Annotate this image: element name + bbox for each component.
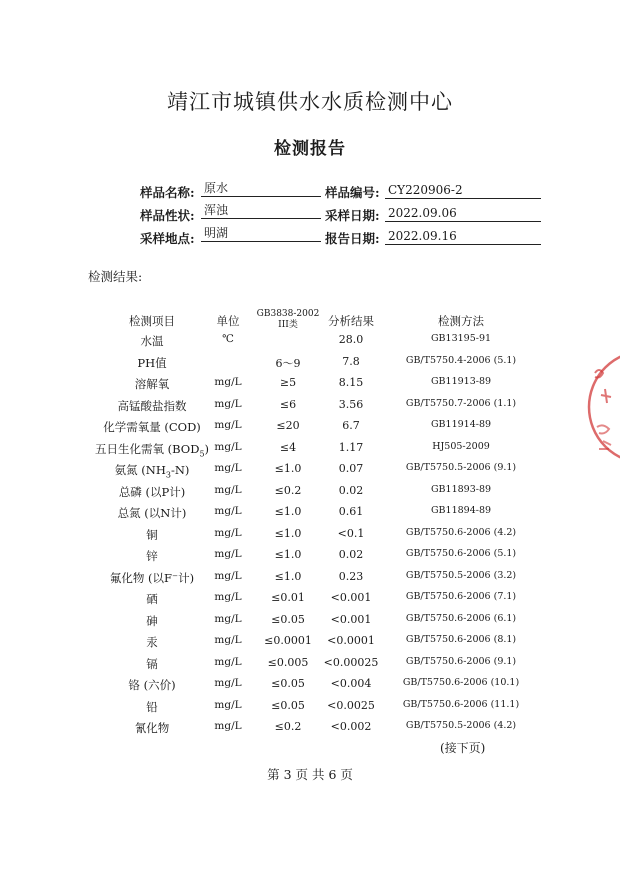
row-unit: mg/L (214, 548, 242, 560)
table-row (0, 699, 620, 721)
table-row (0, 333, 620, 355)
row-result: 28.0 (338, 333, 364, 346)
sample-name-label: 样品名称: (140, 185, 195, 200)
row-item: 水温 (140, 334, 164, 348)
row-result: 6.7 (342, 419, 360, 432)
row-method: GB/T5750.7-2006 (1.1) (405, 397, 517, 409)
row-result: 0.23 (338, 569, 364, 583)
page-suffix: 页 (340, 767, 353, 782)
row-unit: mg/L (214, 505, 242, 517)
table-row (0, 527, 620, 549)
row-result: <0.0001 (327, 634, 375, 647)
row-unit: mg/L (214, 419, 242, 431)
row-item: 溶解氧 (134, 377, 170, 391)
sample-name-value: 原水 (201, 181, 321, 197)
row-method: GB11894-89 (430, 505, 492, 516)
row-result: <0.001 (330, 612, 372, 626)
row-item: 五日生化需氧 $(BOD_5)$ (94, 441, 210, 458)
table-row (0, 484, 620, 506)
row-unit: mg/L (214, 526, 242, 539)
row-item: 氟化物 (以F⁻计) (109, 570, 195, 585)
row-result: 7.8 (342, 354, 360, 368)
row-standard: ≤0.0001 (264, 634, 312, 647)
row-unit: mg/L (214, 655, 242, 668)
row-standard: ≤0.2 (274, 720, 302, 733)
row-result: 0.02 (338, 483, 364, 497)
row-method: GB/T5750.6-2006 (9.1) (405, 655, 517, 667)
sample-number-value: CY220906-2 (385, 183, 541, 199)
row-method: GB13195-91 (430, 333, 492, 344)
row-item: 锌 (146, 549, 158, 563)
row-unit: mg/L (214, 720, 242, 732)
row-standard: ≤1.0 (274, 569, 302, 583)
row-result: <0.1 (337, 526, 365, 540)
row-standard: ≥5 (279, 376, 297, 389)
table-row (0, 548, 620, 570)
row-unit: mg/L (214, 376, 242, 388)
row-unit: mg/L (214, 397, 242, 410)
row-standard: ≤1.0 (274, 526, 302, 540)
organization-name: 靖江市城镇供水水质检测中心 (167, 90, 453, 114)
row-item: PH值 (137, 355, 167, 370)
row-standard: ≤1.0 (274, 462, 302, 475)
row-result: <0.002 (330, 720, 372, 733)
row-method: GB11914-89 (430, 419, 492, 430)
table-row (0, 634, 620, 656)
row-method: GB/T5750.6-2006 (7.1) (405, 591, 517, 602)
page-prefix: 第 (267, 767, 280, 782)
table-row (0, 591, 620, 613)
row-standard: ≤4 (279, 440, 297, 454)
row-unit: mg/L (214, 569, 242, 582)
page-number (0, 765, 620, 783)
table-row (0, 355, 620, 377)
row-result: <0.004 (330, 677, 372, 690)
table-row (0, 656, 620, 678)
row-unit: mg/L (214, 483, 242, 496)
header-standard-line2: III类 (278, 320, 298, 330)
sampling-date-value: 2022.09.06 (385, 206, 541, 222)
results-label: 检测结果: (88, 269, 143, 284)
row-unit: mg/L (214, 462, 242, 474)
report-date-label: 报告日期: (325, 231, 380, 246)
table-row (0, 419, 620, 441)
row-standard: ≤0.005 (267, 655, 309, 669)
row-unit: mg/L (214, 698, 242, 711)
sampling-location-label: 采样地点: (140, 231, 195, 246)
row-method: GB11913-89 (430, 376, 492, 387)
page-current: 3 (283, 767, 292, 782)
sampling-date-label: 采样日期: (325, 208, 380, 223)
row-result: 0.07 (338, 462, 364, 475)
row-standard: ≤0.01 (271, 591, 305, 604)
row-method: GB11893-89 (430, 483, 492, 495)
row-result: 3.56 (338, 397, 364, 411)
row-method: GB/T5750.5-2006 (3.2) (405, 569, 517, 581)
row-standard: ≤1.0 (274, 505, 302, 518)
row-standard: ≤0.05 (271, 612, 305, 626)
row-unit: mg/L (214, 677, 242, 689)
row-method: GB/T5750.5-2006 (9.1) (405, 462, 517, 473)
page-total: 6 (328, 767, 337, 782)
row-method: GB/T5750.6-2006 (5.1) (405, 548, 517, 559)
row-standard: ≤0.05 (271, 677, 305, 690)
table-row (0, 505, 620, 527)
row-method: HJ505-2009 (432, 440, 490, 452)
header-result: 分析结果 (328, 314, 374, 328)
row-result: 1.17 (338, 440, 364, 454)
table-row (0, 570, 620, 592)
row-method: GB/T5750.6-2006 (11.1) (402, 698, 520, 710)
row-result: <0.00025 (323, 655, 379, 669)
sample-property-label: 样品性状: (140, 208, 195, 223)
header-unit: 单位 (216, 314, 240, 328)
row-standard: ≤20 (276, 419, 300, 432)
row-standard: ≤6 (279, 397, 297, 411)
header-method: 检测方法 (438, 314, 484, 328)
row-result: 0.61 (338, 505, 364, 518)
row-standard: ≤0.05 (271, 698, 305, 712)
sample-number-label: 样品编号: (325, 185, 380, 200)
header-standard (253, 309, 323, 331)
row-method: GB/T5750.6-2006 (8.1) (405, 634, 517, 645)
table-row (0, 441, 620, 463)
row-item: 氰化物 (134, 721, 170, 735)
row-result: <0.001 (330, 591, 372, 604)
continued-note: (接下页) (440, 741, 486, 755)
row-item: 总氮 (以N计) (117, 506, 187, 520)
row-result: <0.0025 (327, 698, 375, 712)
row-method: GB/T5750.6-2006 (4.2) (405, 526, 517, 538)
seal-stamp-icon (583, 345, 620, 475)
report-date-value: 2022.09.16 (385, 229, 541, 245)
row-unit: mg/L (214, 634, 242, 646)
row-item: 硒 (146, 592, 158, 606)
row-unit: ℃ (222, 333, 234, 345)
row-item: 铬 (六价) (128, 678, 176, 692)
header-item: 检测项目 (129, 314, 175, 328)
table-row (0, 613, 620, 635)
report-title: 检测报告 (274, 139, 346, 159)
row-item: 铜 (146, 527, 158, 542)
row-result: 8.15 (338, 376, 364, 389)
row-item: 镉 (146, 656, 158, 671)
row-method: GB/T5750.6-2006 (10.1) (402, 677, 520, 688)
row-unit: mg/L (214, 440, 242, 453)
row-method: GB/T5750.4-2006 (5.1) (405, 354, 517, 366)
row-item: 氨氮 $(NH_3-N)$ (114, 463, 190, 480)
row-item: 铅 (146, 699, 158, 714)
sampling-location-value: 明湖 (201, 226, 321, 242)
header-standard-line1: GB3838-2002 (256, 309, 320, 319)
row-method: GB/T5750.5-2006 (4.2) (405, 720, 517, 731)
table-row (0, 677, 620, 699)
row-method: GB/T5750.6-2006 (6.1) (405, 612, 517, 624)
row-standard: ≤1.0 (274, 548, 302, 561)
row-item: 化学需氧量 (COD) (103, 420, 201, 434)
row-item: 总磷 (以P计) (118, 484, 186, 499)
row-unit: mg/L (214, 612, 242, 625)
row-standard: 6～9 (275, 356, 301, 370)
table-row (0, 376, 620, 398)
table-row (0, 398, 620, 420)
table-row (0, 720, 620, 742)
row-item: 高锰酸盐指数 (117, 398, 187, 413)
row-unit: mg/L (214, 591, 242, 603)
page-mid: 页 共 (295, 767, 325, 782)
table-row (0, 462, 620, 484)
row-standard: ≤0.2 (274, 483, 302, 497)
row-result: 0.02 (338, 548, 364, 561)
row-item: 砷 (146, 613, 158, 628)
sample-property-value: 浑浊 (201, 203, 321, 219)
row-item: 汞 (146, 635, 158, 649)
